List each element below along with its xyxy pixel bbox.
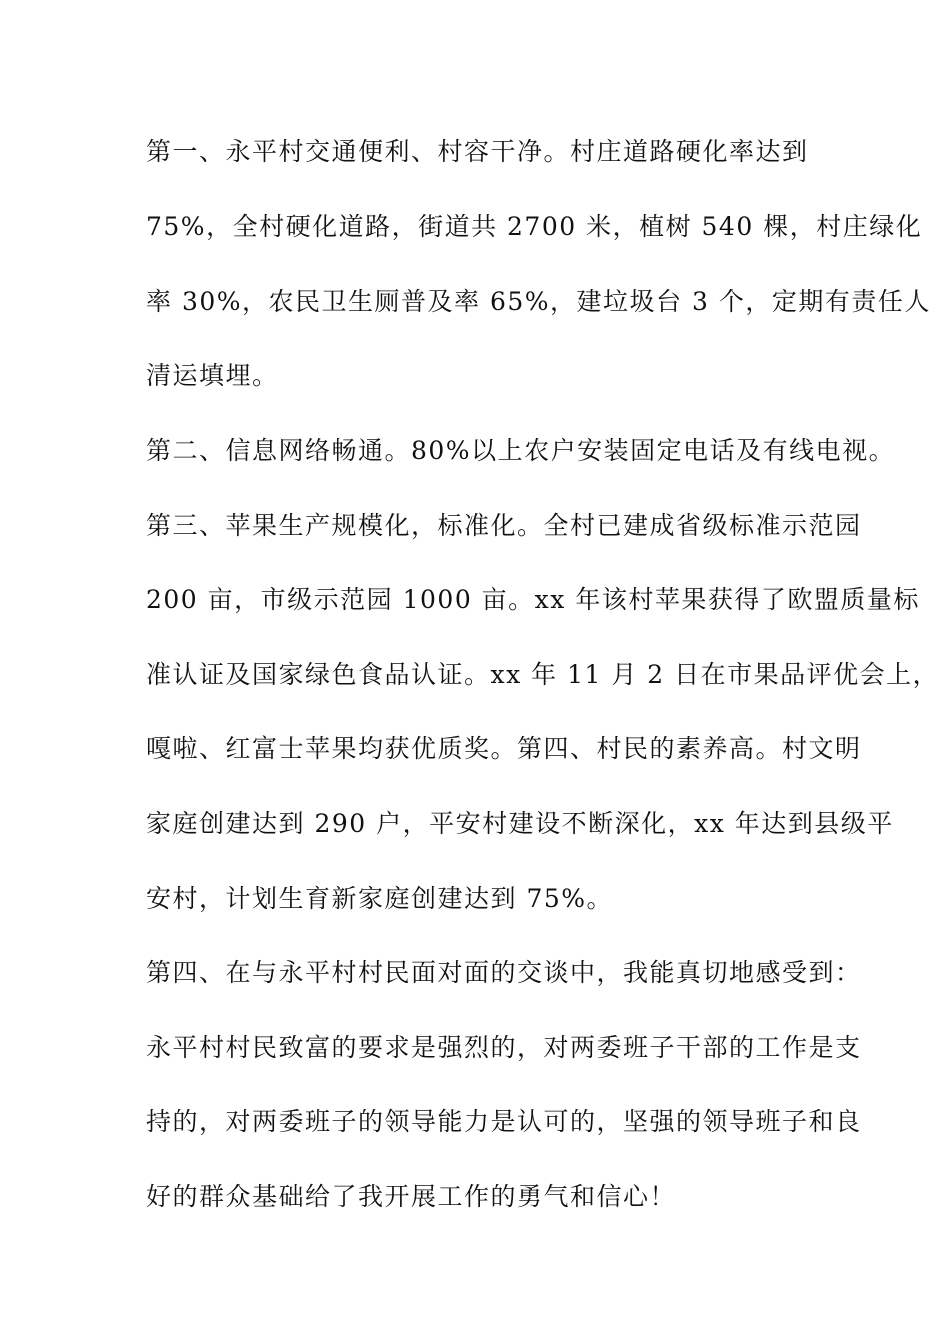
text-line: 第二、信息网络畅通。80%以上农户安装固定电话及有线电视。 <box>146 436 896 465</box>
text-line: 永平村村民致富的要求是强烈的，对两委班子干部的工作是支 <box>146 1033 862 1062</box>
text-line: 持的，对两委班子的领导能力是认可的，坚强的领导班子和良 <box>146 1107 862 1136</box>
text-line: 率 30%，农民卫生厕普及率 65%，建垃圾台 3 个，定期有责任人 <box>146 287 931 316</box>
text-line: 第一、永平村交通便利、村容干净。村庄道路硬化率达到 <box>146 137 809 166</box>
text-line: 家庭创建达到 290 户，平安村建设不断深化，xx 年达到县级平 <box>146 809 894 838</box>
text-line: 嘎啦、红富士苹果均获优质奖。第四、村民的素养高。村文明 <box>146 734 862 763</box>
text-line: 75%，全村硬化道路，街道共 2700 米，植树 540 棵，村庄绿化 <box>146 212 923 241</box>
text-line: 准认证及国家绿色食品认证。xx 年 11 月 2 日在市果品评优会上， <box>146 660 940 689</box>
text-line: 好的群众基础给了我开展工作的勇气和信心！ <box>146 1182 677 1211</box>
text-line: 200 亩，市级示范园 1000 亩。xx 年该村苹果获得了欧盟质量标 <box>146 585 920 614</box>
text-line: 安村，计划生育新家庭创建达到 75%。 <box>146 884 614 913</box>
text-line: 清运填埋。 <box>146 361 279 390</box>
text-line: 第三、苹果生产规模化，标准化。全村已建成省级标准示范园 <box>146 511 862 540</box>
text-line: 第四、在与永平村村民面对面的交谈中，我能真切地感受到： <box>146 958 862 987</box>
